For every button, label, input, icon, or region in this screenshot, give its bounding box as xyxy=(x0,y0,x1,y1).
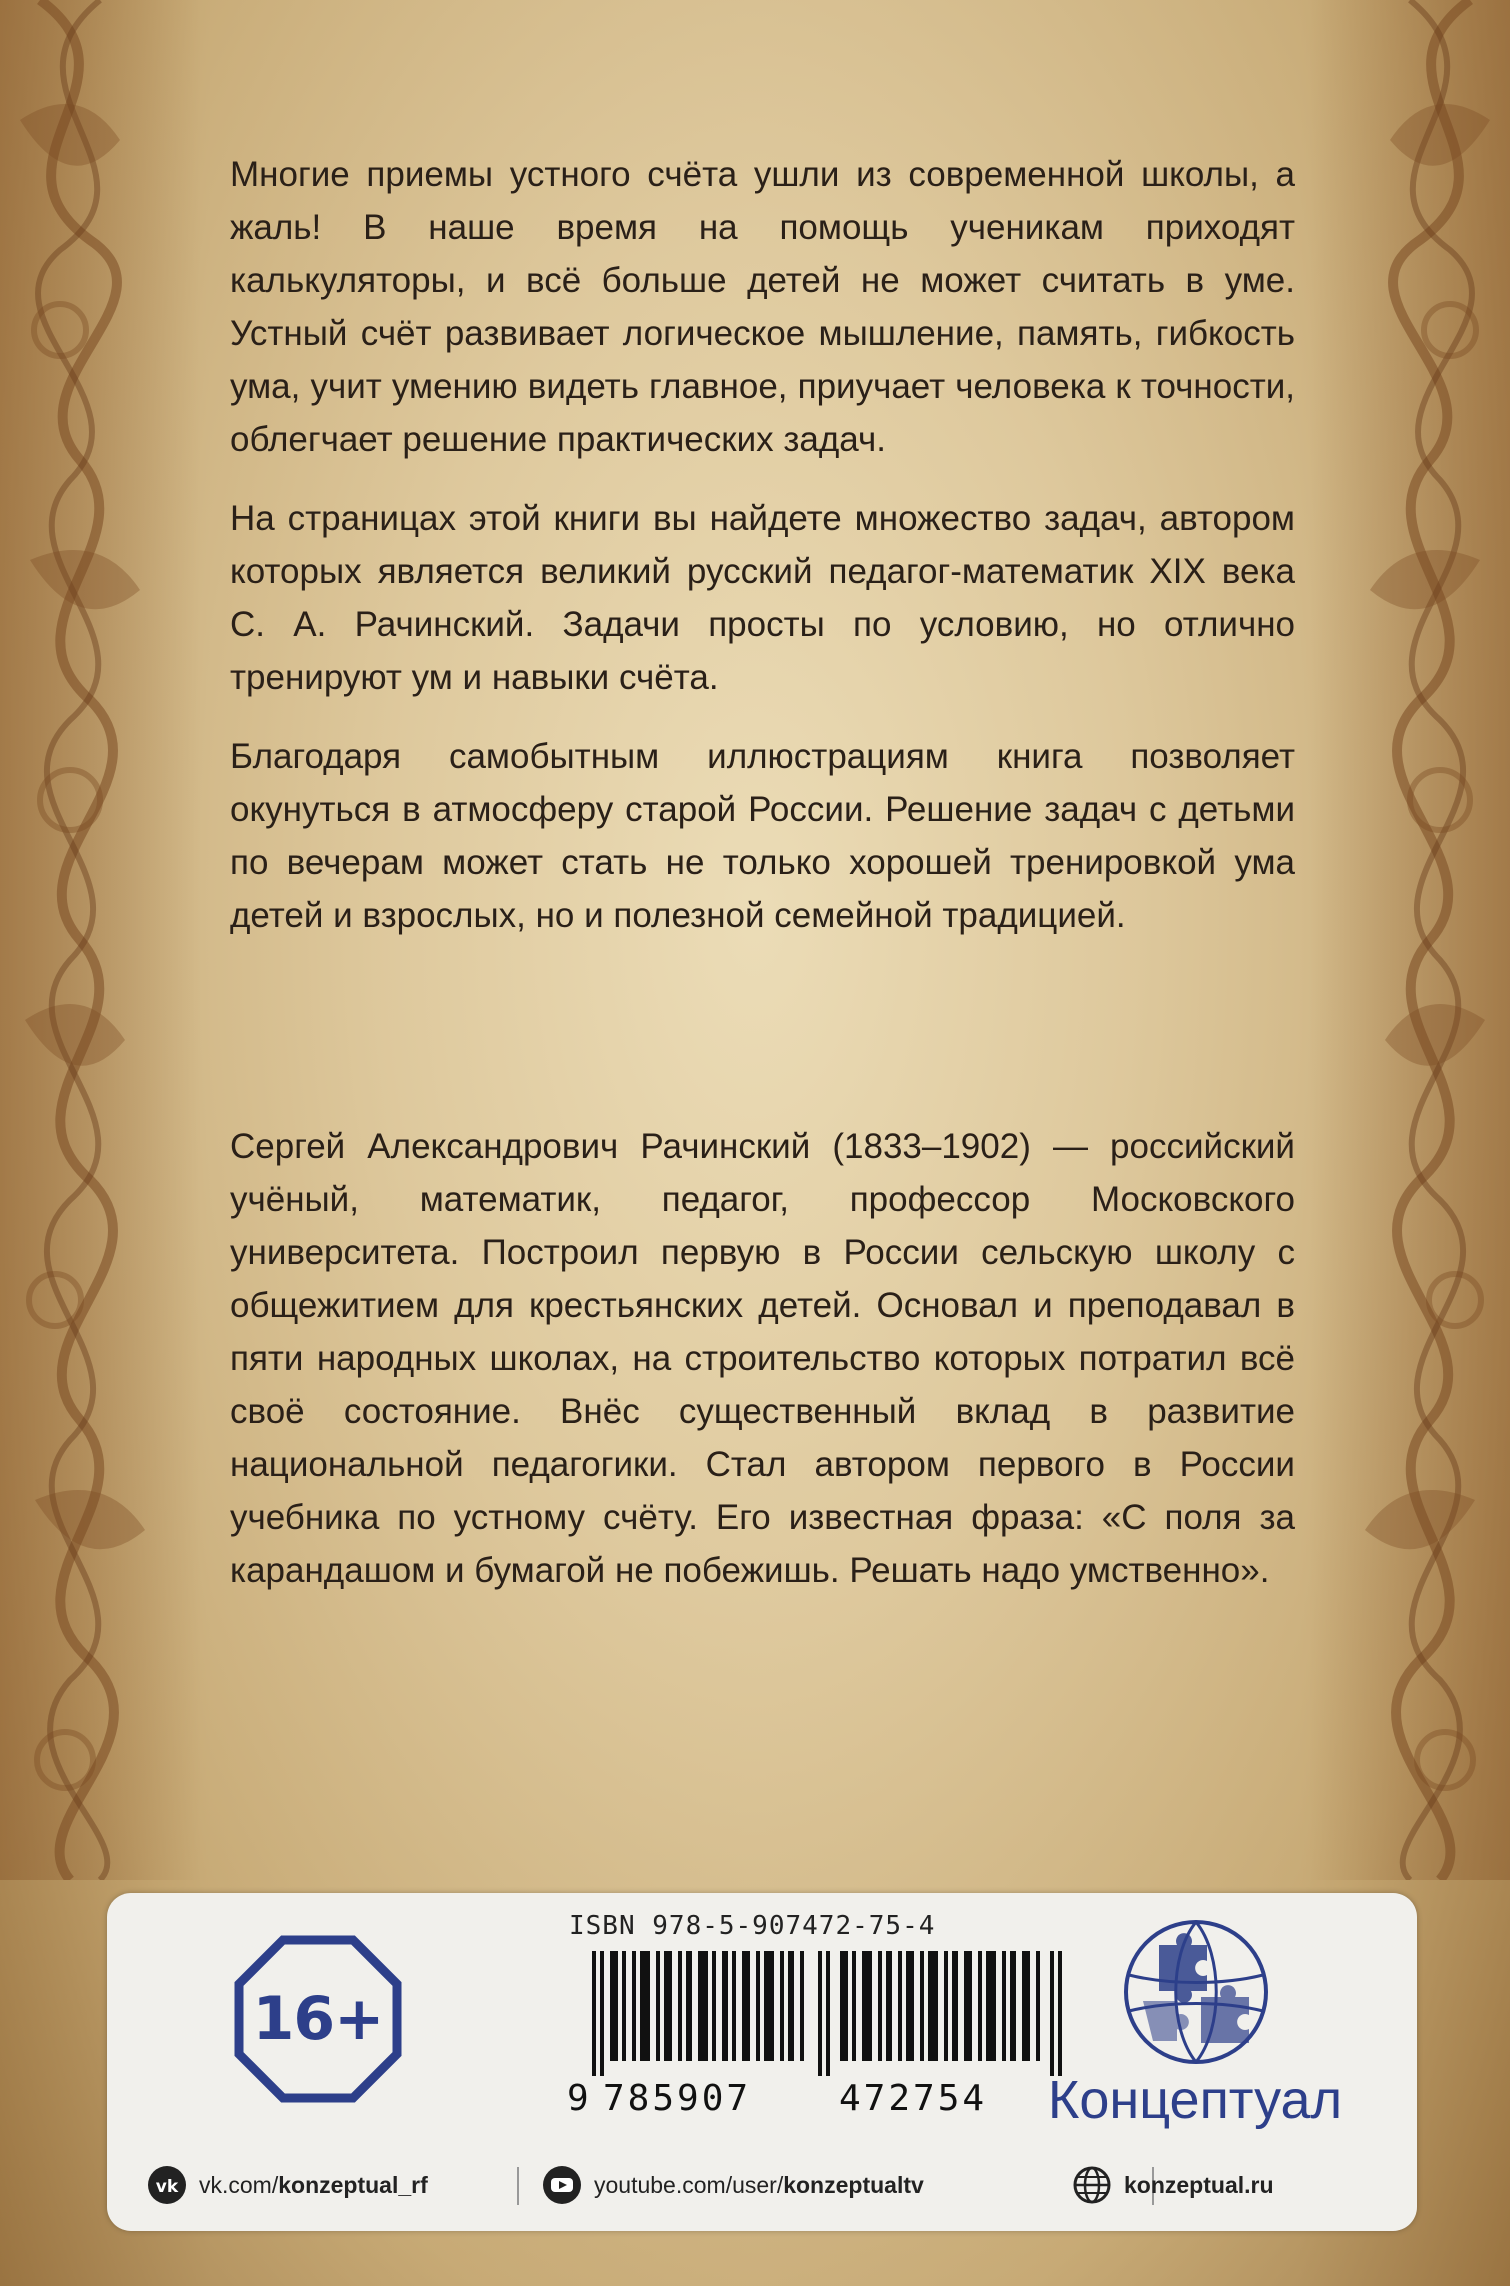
author-biography xyxy=(230,1120,1295,1623)
puzzle-globe-icon xyxy=(1119,1915,1274,2070)
ean-barcode xyxy=(592,1951,1062,2076)
youtube-prefix: youtube.com/user/ xyxy=(594,2171,784,2198)
right-ornament-border xyxy=(1310,0,1510,1880)
footer-divider xyxy=(517,2167,519,2205)
author-bio-text: Сергей Александрович Рачинский (1833–1902) — российский учёный, математик, педагог, профессор Московского университета. Построил первую в России сельскую школу с общежитием для крестьянских детей. Основал и преподавал в пяти народных школах, на строительство которых потратил всё своё состояние. Внёс существенный вклад в развитие национальной педагогики. Стал автором первого в России учебника по устному счёту. Его известная фраза: «С поля за карандашом и бумагой не побежишь. Решать надо умственно». xyxy=(230,1127,1295,1590)
publisher-name: Концептуал xyxy=(1047,2070,1343,2130)
website-link[interactable] xyxy=(1072,2155,1274,2215)
left-ornament-border xyxy=(0,0,200,1880)
youtube-icon xyxy=(542,2165,582,2205)
vk-icon xyxy=(147,2165,187,2205)
vk-link[interactable] xyxy=(147,2155,428,2215)
ean-left-group: 785907 xyxy=(603,2078,752,2119)
age-rating-badge xyxy=(233,1934,403,2104)
book-description xyxy=(230,148,1295,968)
isbn-number: ISBN 978-5-907472-75-4 xyxy=(569,1911,936,1941)
description-paragraph-3: Благодаря самобытным иллюстрациям книга позволяет окунуться в атмосферу старой России. Решение задач с детьми по вечерам может стать не только хорошей тренировкой ума детей и взрослых, но и полезной семейной традицией. xyxy=(230,737,1295,935)
social-links-row xyxy=(107,2155,1417,2215)
ean-digits xyxy=(567,2078,1067,2118)
youtube-link[interactable] xyxy=(542,2155,924,2215)
age-rating-label: 16+ xyxy=(252,1984,384,2054)
vk-prefix: vk.com/ xyxy=(199,2171,279,2198)
vk-handle: konzeptual_rf xyxy=(278,2171,428,2198)
globe-icon xyxy=(1072,2165,1112,2205)
svg-text:vk: vk xyxy=(155,2177,179,2197)
description-paragraph-2: На страницах этой книги вы найдете множество задач, автором которых является великий русский педагог-математик XIX века С. А. Рачинский. Задачи просты по условию, но отлично тренируют ум и навыки счёта. xyxy=(230,499,1295,697)
ean-first-digit: 9 xyxy=(567,2078,589,2119)
website-url: konzeptual.ru xyxy=(1124,2171,1274,2198)
youtube-handle: konzeptualtv xyxy=(783,2171,924,2198)
ean-right-group: 472754 xyxy=(839,2078,988,2119)
publisher-info-panel xyxy=(107,1893,1417,2231)
description-paragraph-1: Многие приемы устного счёта ушли из современной школы, а жаль! В наше время на помощь ученикам приходят калькуляторы, и всё больше детей не может считать в уме. Устный счёт развивает логическое мышление, память, гибкость ума, учит умению видеть главное, приучает человека к точности, облегчает решение практических задач. xyxy=(230,155,1295,459)
